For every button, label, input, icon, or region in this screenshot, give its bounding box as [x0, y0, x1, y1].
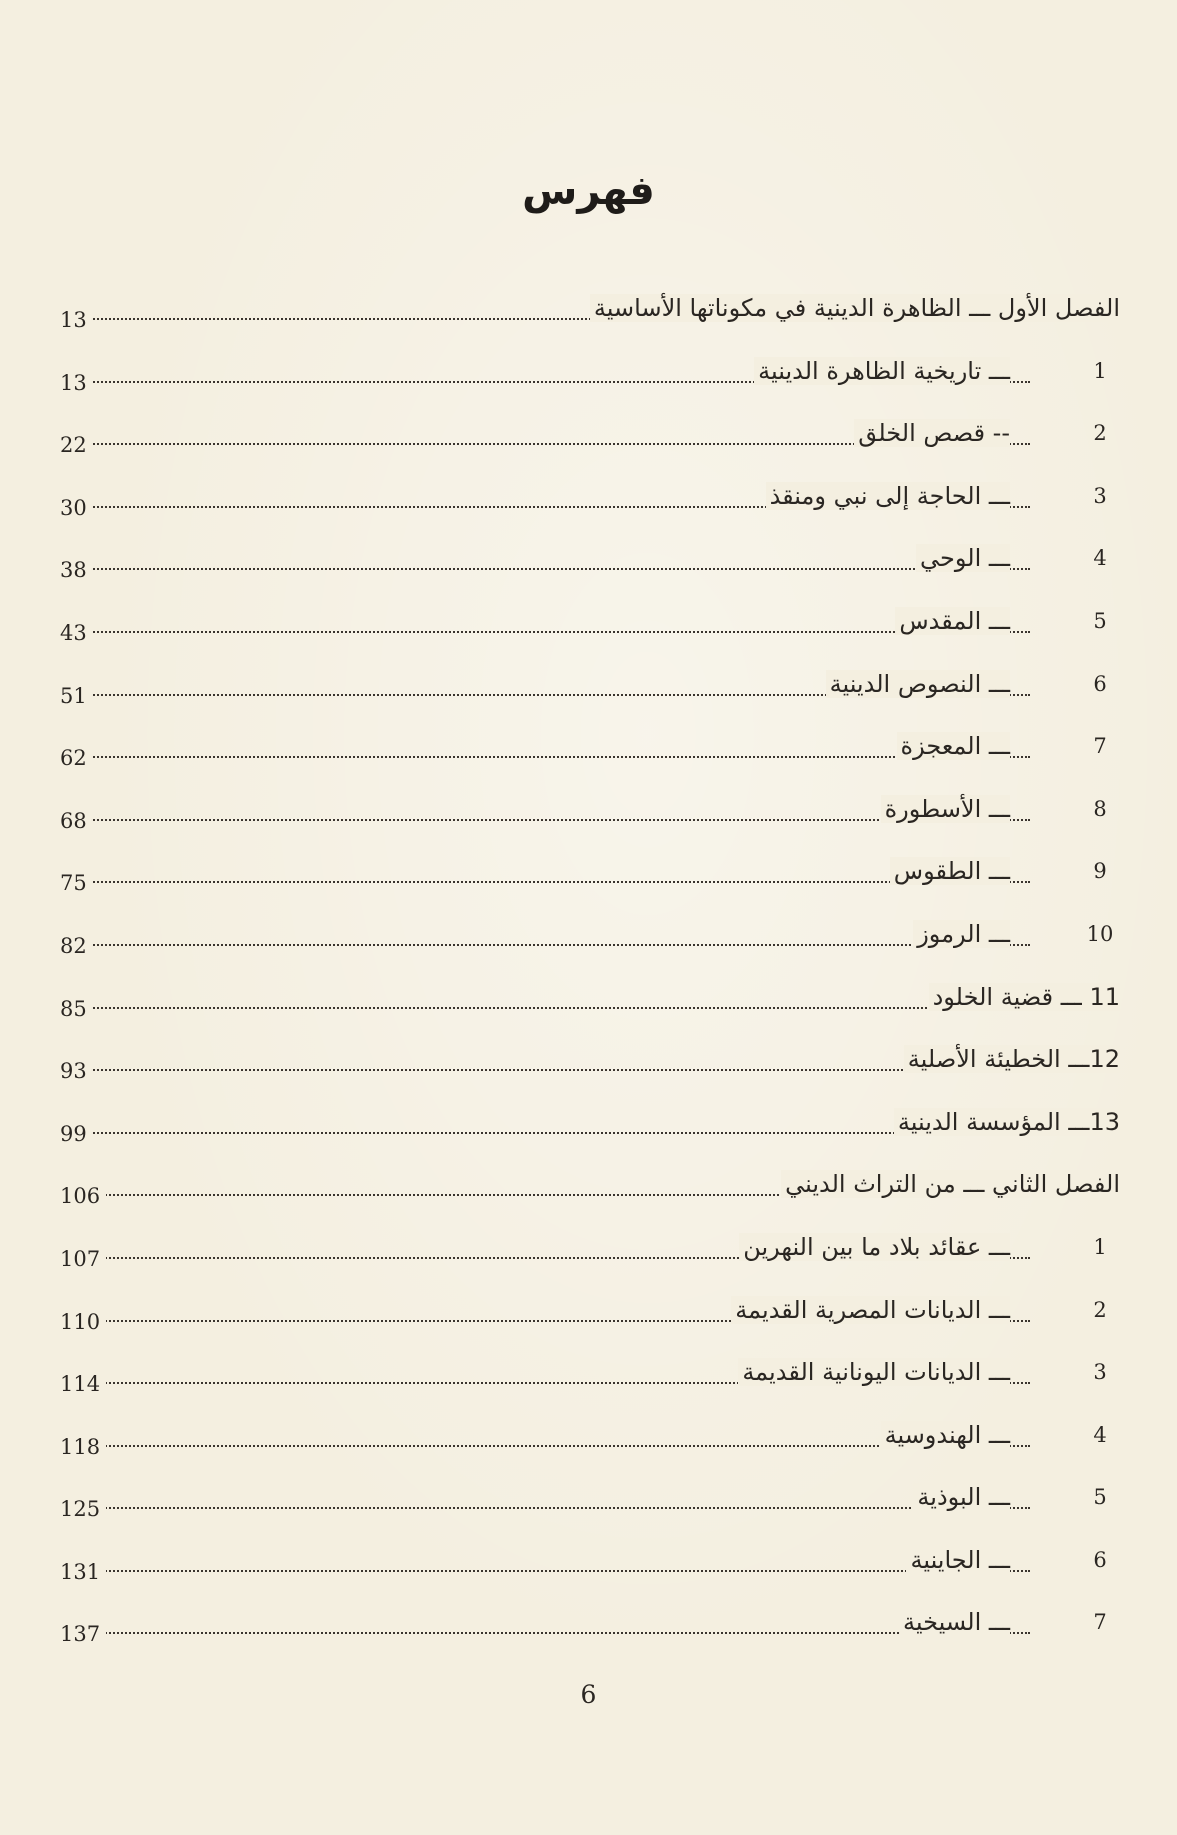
toc-entry-label: ـــ النصوص الدينية [826, 670, 1010, 698]
toc-entry-page: 99 [60, 1122, 93, 1146]
toc-entry-label: ـــ الرموز [913, 920, 1010, 948]
toc-entry [60, 540, 1120, 603]
toc-entry-number: 4 [1093, 546, 1107, 571]
toc-entry-number: 2 [1093, 421, 1107, 446]
page-title: فهرس [522, 168, 655, 214]
toc-entry-number: 3 [1093, 483, 1107, 508]
toc-entry-page: 82 [60, 934, 93, 958]
toc-entry-label: ـــ تاريخية الظاهرة الدينية [754, 357, 1010, 385]
dot-leader [74, 631, 1030, 633]
toc-entry-label: ـــ الأسطورة [881, 795, 1010, 823]
toc-entry-label: ـــ المقدس [895, 607, 1010, 635]
toc-entry-page: 114 [60, 1372, 106, 1396]
dot-leader [74, 1570, 1030, 1572]
toc-entry-number: 6 [1093, 1547, 1107, 1572]
toc-entry [60, 603, 1120, 666]
dot-leader [74, 1132, 1030, 1134]
toc-entry-page: 68 [60, 809, 93, 833]
toc-entry [60, 290, 1120, 353]
page-number: 6 [580, 1680, 597, 1709]
toc-entry [60, 916, 1120, 979]
toc-entry [60, 853, 1120, 916]
toc-entry-label: ـــ الجاينية [906, 1546, 1010, 1574]
toc-entry-page: 13 [60, 308, 93, 332]
dot-leader [74, 568, 1030, 570]
dot-leader [74, 756, 1030, 758]
dot-leader [74, 1632, 1030, 1634]
toc-entry [60, 666, 1120, 729]
dot-leader [74, 1507, 1030, 1509]
toc-entry-page: 62 [60, 746, 93, 770]
toc-entry [60, 791, 1120, 854]
toc-entry-label: -- قصص الخلق [854, 419, 1010, 447]
toc-entry-number: 9 [1093, 859, 1107, 884]
toc-entry-page: 30 [60, 496, 93, 520]
toc-entry-page: 110 [60, 1310, 106, 1334]
toc-entry [60, 353, 1120, 416]
toc-entry-label: ـــ المعجزة [897, 732, 1010, 760]
toc-entry [60, 1354, 1120, 1417]
toc-entry-number: 7 [1093, 1610, 1107, 1635]
toc-entry-label: ـــ الهندوسية [881, 1421, 1010, 1449]
toc-entry-page: 13 [60, 371, 93, 395]
dot-leader [74, 1069, 1030, 1071]
toc-entry-page: 118 [60, 1435, 106, 1459]
toc-entry-label: ـــ عقائد بلاد ما بين النهرين [739, 1233, 1010, 1261]
toc-entry [60, 1104, 1120, 1167]
toc-entry [60, 1166, 1120, 1229]
toc-entry-number: 1 [1093, 1234, 1107, 1259]
toc-entry-label: 11 ـــ قضية الخلود [929, 983, 1120, 1011]
toc-entry-page: 131 [60, 1560, 106, 1584]
toc-entry-label: الفصل الأول ـــ الظاهرة الدينية في مكوناتها الأساسية [590, 294, 1120, 322]
toc-entry-label: ـــ السيخية [899, 1608, 1010, 1636]
toc-entry [60, 1542, 1120, 1605]
toc-entry-page: 22 [60, 433, 93, 457]
toc-entry [60, 1292, 1120, 1355]
toc-entry-page: 38 [60, 558, 93, 582]
toc-entry-page: 137 [60, 1622, 106, 1646]
toc-entry-number: 3 [1093, 1360, 1107, 1385]
toc-entry-number: 1 [1093, 358, 1107, 383]
toc-entry-page: 85 [60, 997, 93, 1021]
toc-entry-label: 12ـــ الخطيئة الأصلية [904, 1045, 1120, 1073]
toc-entry-page: 107 [60, 1247, 106, 1271]
dot-leader [74, 944, 1030, 946]
toc-entry-label: ـــ الحاجة إلى نبي ومنقذ [766, 482, 1010, 510]
dot-leader [74, 881, 1030, 883]
toc-entry-number: 8 [1093, 796, 1107, 821]
toc-entry-number: 6 [1093, 671, 1107, 696]
toc-entry-label: الفصل الثاني ـــ من التراث الديني [781, 1170, 1120, 1198]
table-of-contents [60, 290, 1120, 1667]
toc-entry [60, 478, 1120, 541]
toc-entry-page: 51 [60, 684, 93, 708]
toc-entry [60, 1479, 1120, 1542]
toc-entry-label: ـــ الديانات المصرية القديمة [731, 1296, 1010, 1324]
toc-entry-number: 7 [1093, 734, 1107, 759]
toc-entry-number: 2 [1093, 1297, 1107, 1322]
toc-entry-number: 5 [1093, 1485, 1107, 1510]
toc-entry-label: 13ـــ المؤسسة الدينية [894, 1108, 1120, 1136]
toc-entry-page: 75 [60, 871, 93, 895]
toc-entry [60, 1041, 1120, 1104]
toc-entry-page: 93 [60, 1059, 93, 1083]
toc-entry-number: 4 [1093, 1422, 1107, 1447]
toc-entry-label: ـــ الديانات اليونانية القديمة [738, 1358, 1010, 1386]
toc-entry [60, 1417, 1120, 1480]
toc-entry-page: 43 [60, 621, 93, 645]
toc-entry [60, 1604, 1120, 1667]
toc-entry-label: ـــ الوحي [916, 544, 1010, 572]
toc-entry-label: ـــ الطقوس [890, 857, 1010, 885]
toc-entry-page: 106 [60, 1184, 106, 1208]
toc-entry-number: 5 [1093, 608, 1107, 633]
toc-entry-label: ـــ البوذية [913, 1483, 1010, 1511]
toc-entry [60, 415, 1120, 478]
toc-entry [60, 1229, 1120, 1292]
toc-entry [60, 979, 1120, 1042]
toc-entry [60, 728, 1120, 791]
toc-entry-page: 125 [60, 1497, 106, 1521]
toc-entry-number: 10 [1086, 921, 1114, 946]
dot-leader [74, 1007, 1030, 1009]
